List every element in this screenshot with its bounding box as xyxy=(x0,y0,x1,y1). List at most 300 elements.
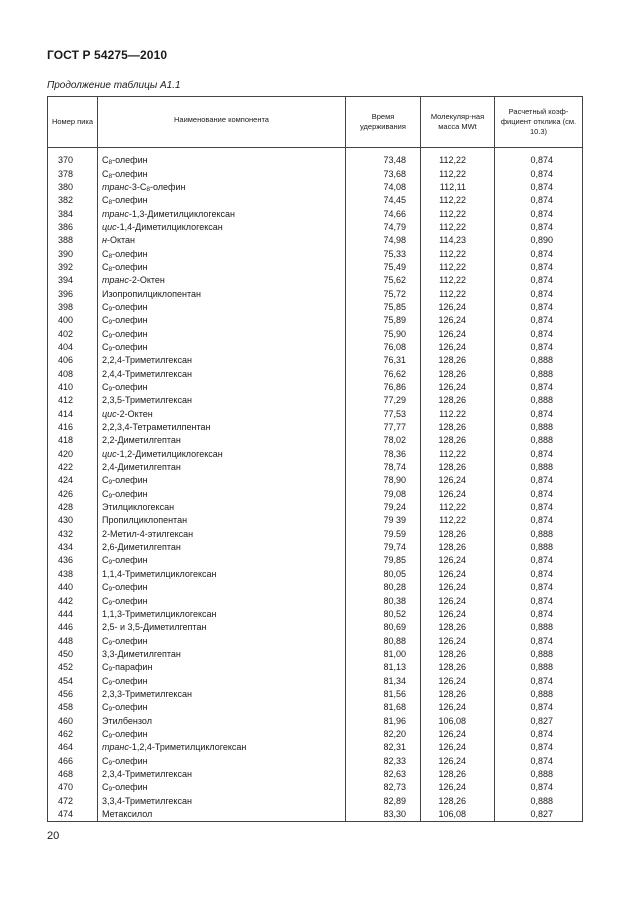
carbon-count-subscript: 9 xyxy=(108,345,113,353)
carbon-count-subscript: 9 xyxy=(108,559,113,567)
molecular-mass: 128,26 xyxy=(421,461,495,474)
molecular-mass: 126,24 xyxy=(421,634,495,647)
component-name xyxy=(98,528,346,541)
component-name xyxy=(98,701,346,714)
component-base-name: Метаксилол xyxy=(102,809,153,820)
peak-number: 390 xyxy=(48,247,98,260)
component-base-name: Этилбензол xyxy=(102,715,152,726)
response-factor: 0,888 xyxy=(495,461,583,474)
component-base-name: C xyxy=(102,328,109,339)
table-row xyxy=(48,528,583,541)
component-name xyxy=(98,541,346,554)
table-row xyxy=(48,741,583,754)
component-suffix: -олефин xyxy=(112,261,148,272)
table-row xyxy=(48,795,583,808)
table-row xyxy=(48,634,583,647)
component-name xyxy=(98,514,346,527)
table-row xyxy=(48,714,583,727)
molecular-mass: 128,26 xyxy=(421,688,495,701)
retention-time: 77,29 xyxy=(346,394,421,407)
molecular-mass: 112,22 xyxy=(421,448,495,461)
retention-time: 82,33 xyxy=(346,754,421,767)
peak-number: 408 xyxy=(48,368,98,381)
table-row xyxy=(48,221,583,234)
table-row xyxy=(48,808,583,822)
table-row xyxy=(48,648,583,661)
response-factor: 0,888 xyxy=(495,368,583,381)
peak-number: 426 xyxy=(48,488,98,501)
component-base-name: -Октан xyxy=(106,235,135,246)
retention-time: 80,05 xyxy=(346,568,421,581)
carbon-count-subscript: 9 xyxy=(108,666,113,674)
molecular-mass: 126,24 xyxy=(421,568,495,581)
peak-number: 386 xyxy=(48,221,98,234)
component-name xyxy=(98,167,346,180)
table-row xyxy=(48,661,583,674)
molecular-mass: 126,24 xyxy=(421,728,495,741)
carbon-count-subscript: 9 xyxy=(108,706,113,714)
response-factor: 0,890 xyxy=(495,234,583,247)
component-base-name: C xyxy=(102,728,109,739)
table-row xyxy=(48,354,583,367)
response-factor: 0,874 xyxy=(495,448,583,461)
response-factor: 0,874 xyxy=(495,754,583,767)
component-name xyxy=(98,594,346,607)
table-row xyxy=(48,541,583,554)
table-row xyxy=(48,368,583,381)
component-base-name: Этилциклогексан xyxy=(102,502,175,513)
retention-time: 80,69 xyxy=(346,621,421,634)
component-suffix: -олефин xyxy=(112,488,148,499)
isomer-prefix: транс xyxy=(102,208,129,219)
component-base-name: 3,3,4-Триметилгексан xyxy=(102,795,192,806)
component-base-name: C xyxy=(102,155,109,166)
peak-number: 370 xyxy=(48,154,98,167)
component-base-name: 2,3,5-Триметилгексан xyxy=(102,395,192,406)
molecular-mass: 128,26 xyxy=(421,421,495,434)
data-table xyxy=(47,96,583,822)
carbon-count-subscript: 8 xyxy=(146,185,150,193)
retention-time: 75,49 xyxy=(346,261,421,274)
component-name xyxy=(98,394,346,407)
peak-number: 446 xyxy=(48,621,98,634)
component-suffix: -олефин xyxy=(112,341,148,352)
response-factor: 0,874 xyxy=(495,194,583,207)
component-suffix: -олефин xyxy=(112,155,148,166)
component-suffix: -олефин xyxy=(112,782,148,793)
peak-number: 438 xyxy=(48,568,98,581)
table-row xyxy=(48,341,583,354)
component-name xyxy=(98,581,346,594)
column-header-component-name: Наименование компонента xyxy=(98,97,346,148)
component-suffix: -олефин xyxy=(149,181,186,192)
carbon-count-subscript: 8 xyxy=(108,199,113,207)
molecular-mass: 128,26 xyxy=(421,434,495,447)
response-factor: 0,874 xyxy=(495,634,583,647)
peak-number: 434 xyxy=(48,541,98,554)
component-name xyxy=(98,408,346,421)
table-header-row xyxy=(48,97,583,148)
peak-number: 436 xyxy=(48,554,98,567)
molecular-mass: 126,24 xyxy=(421,701,495,714)
peak-number: 392 xyxy=(48,261,98,274)
carbon-count-subscript: 8 xyxy=(108,252,113,260)
component-name xyxy=(98,341,346,354)
response-factor: 0,888 xyxy=(495,421,583,434)
molecular-mass: 112.22 xyxy=(421,408,495,421)
component-base-name: 2,2,4-Триметилгексан xyxy=(102,355,192,366)
component-base-name: 1,1,3-Триметилциклогексан xyxy=(102,608,217,619)
table-row xyxy=(48,594,583,607)
response-factor: 0,874 xyxy=(495,207,583,220)
retention-time: 80,52 xyxy=(346,608,421,621)
retention-time: 83,30 xyxy=(346,808,421,822)
component-name xyxy=(98,247,346,260)
isomer-prefix: цис xyxy=(102,448,117,459)
retention-time: 79.59 xyxy=(346,528,421,541)
component-name xyxy=(98,754,346,767)
component-name xyxy=(98,181,346,194)
component-name xyxy=(98,381,346,394)
table-row xyxy=(48,207,583,220)
peak-number: 410 xyxy=(48,381,98,394)
carbon-count-subscript: 8 xyxy=(108,172,113,180)
component-name xyxy=(98,274,346,287)
table-row xyxy=(48,474,583,487)
response-factor: 0,888 xyxy=(495,768,583,781)
page-number: 20 xyxy=(47,830,60,842)
table-row xyxy=(48,274,583,287)
response-factor: 0,888 xyxy=(495,648,583,661)
molecular-mass: 126,24 xyxy=(421,554,495,567)
peak-number: 406 xyxy=(48,354,98,367)
response-factor: 0,874 xyxy=(495,274,583,287)
component-name xyxy=(98,354,346,367)
response-factor: 0,874 xyxy=(495,167,583,180)
response-factor: 0,874 xyxy=(495,301,583,314)
retention-time: 75,72 xyxy=(346,287,421,300)
isomer-prefix: транс xyxy=(102,742,129,753)
component-suffix: -олефин xyxy=(112,635,148,646)
carbon-count-subscript: 9 xyxy=(108,732,113,740)
component-suffix: -олефин xyxy=(112,728,148,739)
molecular-mass: 112,22 xyxy=(421,274,495,287)
isomer-prefix: н xyxy=(102,235,107,246)
response-factor: 0,874 xyxy=(495,701,583,714)
component-name xyxy=(98,434,346,447)
peak-number: 428 xyxy=(48,501,98,514)
molecular-mass: 126,24 xyxy=(421,674,495,687)
retention-time: 80,88 xyxy=(346,634,421,647)
component-suffix: -олефин xyxy=(112,248,148,259)
response-factor: 0,874 xyxy=(495,608,583,621)
component-name xyxy=(98,795,346,808)
peak-number: 384 xyxy=(48,207,98,220)
molecular-mass: 112,22 xyxy=(421,501,495,514)
component-name xyxy=(98,488,346,501)
peak-number: 474 xyxy=(48,808,98,822)
peak-number: 400 xyxy=(48,314,98,327)
molecular-mass: 126,24 xyxy=(421,327,495,340)
molecular-mass: 126,24 xyxy=(421,608,495,621)
peak-number: 440 xyxy=(48,581,98,594)
molecular-mass: 128,26 xyxy=(421,394,495,407)
peak-number: 402 xyxy=(48,327,98,340)
table-row xyxy=(48,754,583,767)
carbon-count-subscript: 9 xyxy=(108,492,113,500)
component-name xyxy=(98,327,346,340)
response-factor: 0,874 xyxy=(495,247,583,260)
retention-time: 78,74 xyxy=(346,461,421,474)
table-row xyxy=(48,608,583,621)
component-name xyxy=(98,287,346,300)
component-base-name: -2-Октен xyxy=(116,408,153,419)
component-name xyxy=(98,421,346,434)
retention-time: 81,34 xyxy=(346,674,421,687)
table-row xyxy=(48,261,583,274)
peak-number: 430 xyxy=(48,514,98,527)
peak-number: 380 xyxy=(48,181,98,194)
component-name xyxy=(98,714,346,727)
component-name xyxy=(98,154,346,167)
table-row xyxy=(48,154,583,167)
retention-time: 74,45 xyxy=(346,194,421,207)
table-row xyxy=(48,501,583,514)
retention-time: 76,86 xyxy=(346,381,421,394)
peak-number: 462 xyxy=(48,728,98,741)
retention-time: 76,08 xyxy=(346,341,421,354)
table-row xyxy=(48,488,583,501)
table-row xyxy=(48,301,583,314)
component-base-name: 2-Метил-4-этилгексан xyxy=(102,528,194,539)
retention-time: 80,38 xyxy=(346,594,421,607)
table-row xyxy=(48,314,583,327)
table-row xyxy=(48,194,583,207)
table-row xyxy=(48,568,583,581)
peak-number: 454 xyxy=(48,674,98,687)
carbon-count-subscript: 8 xyxy=(108,265,113,273)
peak-number: 394 xyxy=(48,274,98,287)
component-name xyxy=(98,461,346,474)
molecular-mass: 126,24 xyxy=(421,594,495,607)
component-base-name: 2,5- и 3,5-Диметилгептан xyxy=(102,622,207,633)
molecular-mass: 112,22 xyxy=(421,287,495,300)
component-base-name: C xyxy=(102,341,109,352)
response-factor: 0,888 xyxy=(495,688,583,701)
carbon-count-subscript: 9 xyxy=(108,786,113,794)
peak-number: 378 xyxy=(48,167,98,180)
retention-time: 79,24 xyxy=(346,501,421,514)
response-factor: 0,874 xyxy=(495,781,583,794)
molecular-mass: 126,24 xyxy=(421,474,495,487)
component-base-name: C xyxy=(102,195,109,206)
component-name xyxy=(98,568,346,581)
carbon-count-subscript: 9 xyxy=(108,639,113,647)
peak-number: 422 xyxy=(48,461,98,474)
molecular-mass: 114,23 xyxy=(421,234,495,247)
component-base-name: 2,6-Диметилгептан xyxy=(102,542,181,553)
retention-time: 82,31 xyxy=(346,741,421,754)
retention-time: 78,02 xyxy=(346,434,421,447)
table-row xyxy=(48,434,583,447)
component-suffix: -парафин xyxy=(112,662,153,673)
component-base-name: C xyxy=(102,555,109,566)
component-base-name: C xyxy=(102,662,109,673)
component-base-name: C xyxy=(102,301,109,312)
component-suffix: -олефин xyxy=(112,315,148,326)
table-row xyxy=(48,768,583,781)
peak-number: 460 xyxy=(48,714,98,727)
document-header: ГОСТ Р 54275—2010 xyxy=(47,48,168,62)
carbon-count-subscript: 9 xyxy=(108,586,113,594)
response-factor: 0,874 xyxy=(495,514,583,527)
component-name xyxy=(98,808,346,822)
table-row xyxy=(48,247,583,260)
response-factor: 0,874 xyxy=(495,287,583,300)
component-name xyxy=(98,261,346,274)
table-row xyxy=(48,621,583,634)
carbon-count-subscript: 9 xyxy=(108,319,113,327)
table-row xyxy=(48,234,583,247)
table-row xyxy=(48,581,583,594)
component-name xyxy=(98,501,346,514)
component-base-name: C xyxy=(102,382,109,393)
molecular-mass: 126,24 xyxy=(421,581,495,594)
component-base-name: C xyxy=(102,755,109,766)
retention-time: 81,56 xyxy=(346,688,421,701)
peak-number: 404 xyxy=(48,341,98,354)
retention-time: 82,20 xyxy=(346,728,421,741)
component-base-name: 2,3,4-Триметилгексан xyxy=(102,768,192,779)
response-factor: 0,827 xyxy=(495,808,583,822)
table-row xyxy=(48,701,583,714)
response-factor: 0,874 xyxy=(495,741,583,754)
molecular-mass: 112,22 xyxy=(421,221,495,234)
component-name xyxy=(98,221,346,234)
retention-time: 78,36 xyxy=(346,448,421,461)
component-base-name: C xyxy=(102,702,109,713)
response-factor: 0,874 xyxy=(495,221,583,234)
table-body xyxy=(48,148,583,822)
molecular-mass: 126,24 xyxy=(421,314,495,327)
retention-time: 73,68 xyxy=(346,167,421,180)
peak-number: 456 xyxy=(48,688,98,701)
component-suffix: -олефин xyxy=(112,595,148,606)
table-row xyxy=(48,688,583,701)
table-row xyxy=(48,408,583,421)
peak-number: 424 xyxy=(48,474,98,487)
component-base-name: C xyxy=(102,261,109,272)
molecular-mass: 126,24 xyxy=(421,301,495,314)
molecular-mass: 126,24 xyxy=(421,488,495,501)
retention-time: 80,28 xyxy=(346,581,421,594)
table-row xyxy=(48,167,583,180)
response-factor: 0,874 xyxy=(495,554,583,567)
component-base-name: C xyxy=(102,168,109,179)
molecular-mass: 112,22 xyxy=(421,261,495,274)
molecular-mass: 106,08 xyxy=(421,808,495,822)
component-name xyxy=(98,621,346,634)
response-factor: 0,874 xyxy=(495,154,583,167)
response-factor: 0,874 xyxy=(495,327,583,340)
table-row xyxy=(48,461,583,474)
retention-time: 77,53 xyxy=(346,408,421,421)
peak-number: 444 xyxy=(48,608,98,621)
carbon-count-subscript: 8 xyxy=(108,159,113,167)
peak-number: 450 xyxy=(48,648,98,661)
table-caption: Продолжение таблицы А1.1 xyxy=(47,80,181,91)
isomer-prefix: транс xyxy=(102,181,129,192)
peak-number: 416 xyxy=(48,421,98,434)
isomer-prefix: цис xyxy=(102,408,117,419)
peak-number: 458 xyxy=(48,701,98,714)
carbon-count-subscript: 9 xyxy=(108,679,113,687)
component-base-name: C xyxy=(102,248,109,259)
retention-time: 79,74 xyxy=(346,541,421,554)
molecular-mass: 112,22 xyxy=(421,207,495,220)
peak-number: 466 xyxy=(48,754,98,767)
peak-number: 398 xyxy=(48,301,98,314)
component-name xyxy=(98,554,346,567)
peak-number: 414 xyxy=(48,408,98,421)
table-row xyxy=(48,448,583,461)
table-row xyxy=(48,381,583,394)
component-name xyxy=(98,474,346,487)
component-name xyxy=(98,648,346,661)
response-factor: 0,888 xyxy=(495,795,583,808)
table-row xyxy=(48,181,583,194)
molecular-mass: 126,24 xyxy=(421,741,495,754)
column-header-retention-time: Время удерживания xyxy=(346,97,421,148)
molecular-mass: 128,26 xyxy=(421,541,495,554)
retention-time: 81,68 xyxy=(346,701,421,714)
component-name xyxy=(98,608,346,621)
response-factor: 0,874 xyxy=(495,728,583,741)
response-factor: 0,888 xyxy=(495,528,583,541)
component-suffix: -олефин xyxy=(112,328,148,339)
carbon-count-subscript: 9 xyxy=(108,759,113,767)
table-row xyxy=(48,327,583,340)
component-suffix: -олефин xyxy=(112,755,148,766)
component-suffix: -олефин xyxy=(112,301,148,312)
molecular-mass: 126,24 xyxy=(421,781,495,794)
response-factor: 0,874 xyxy=(495,314,583,327)
molecular-mass: 128,26 xyxy=(421,768,495,781)
response-factor: 0,874 xyxy=(495,488,583,501)
component-base-name: -2-Октен xyxy=(128,275,165,286)
component-base-name: 3,3-Диметилгептан xyxy=(102,648,181,659)
response-factor: 0,874 xyxy=(495,408,583,421)
component-base-name: C xyxy=(102,582,109,593)
isomer-prefix: транс xyxy=(102,275,129,286)
retention-time: 73,48 xyxy=(346,154,421,167)
column-header-response-factor: Расчетный коэф-фициент отклика (см. 10.3) xyxy=(495,97,583,148)
component-suffix: -олефин xyxy=(112,168,148,179)
retention-time: 74,66 xyxy=(346,207,421,220)
isomer-prefix: цис xyxy=(102,221,117,232)
table-row xyxy=(48,554,583,567)
retention-time: 82,89 xyxy=(346,795,421,808)
peak-number: 464 xyxy=(48,741,98,754)
component-base-name: Изопропилциклопентан xyxy=(102,288,201,299)
component-base-name: C xyxy=(102,782,109,793)
component-name xyxy=(98,728,346,741)
table-row xyxy=(48,287,583,300)
table-row xyxy=(48,514,583,527)
response-factor: 0,874 xyxy=(495,594,583,607)
component-base-name: C xyxy=(102,488,109,499)
component-base-name: C xyxy=(102,315,109,326)
